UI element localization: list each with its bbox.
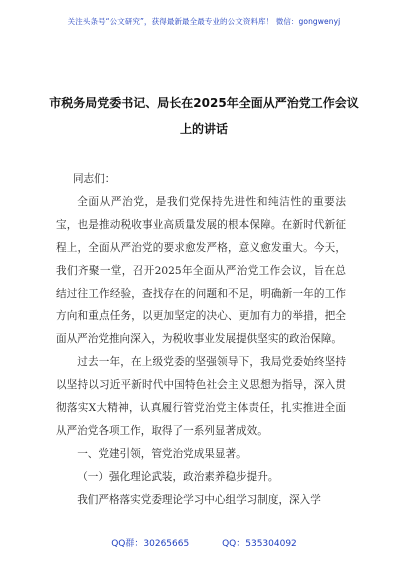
document-body — [56, 168, 346, 512]
header-promo-note: 关注头条号“公文研究”，获得最新最全最专业的公文资料库！ 微信：gongwenyj — [67, 17, 341, 26]
paragraph-review: 过去一年，在上级党委的坚强领导下，我局党委始终坚持以坚持以习近平新时代中国特色社会主义思想为指导，深入贯彻落实X大精神，认真履行管党治党主体责任，扎实推进全面从严治党各项工作，取得了一系列显著成效。 — [56, 356, 346, 437]
paragraph-intro: 全面从严治党，是我们党保持先进性和纯洁性的重要法宝，也是推动税收事业高质量发展的根本保障。在新时代新征程上，全面从严治党的要求愈发严格，意义愈发重大。今天，我们齐聚一堂，召开2025年全面从严治党工作会议，旨在总结过往工作经验，查找存在的问题和不足，明确新一年的工作方向和重点任务，以更加坚定的决心、更加有力的举措，把全面从严治党推向深入，为税收事业发展提供坚实的政治保障。 — [56, 195, 346, 346]
salutation: 同志们： — [72, 173, 116, 185]
footer-qq-group: QQ群：30265665 — [111, 539, 190, 549]
subsection-heading-1: （一）强化理论武装，政治素养稳步提升。 — [77, 470, 279, 483]
document-title-line1: 市税务局党委书记、局长在2025年全面从严治党工作会议 — [49, 96, 359, 110]
document-title-line2: 上的讲话 — [179, 122, 228, 136]
footer-contact — [0, 536, 408, 549]
paragraph-study: 我们严格落实党委理论学习中心组学习制度，深入学 — [77, 493, 321, 506]
section-heading-1: 一、党建引领，管党治党成果显著。 — [77, 447, 247, 460]
footer-qq: QQ：535304092 — [222, 539, 297, 549]
